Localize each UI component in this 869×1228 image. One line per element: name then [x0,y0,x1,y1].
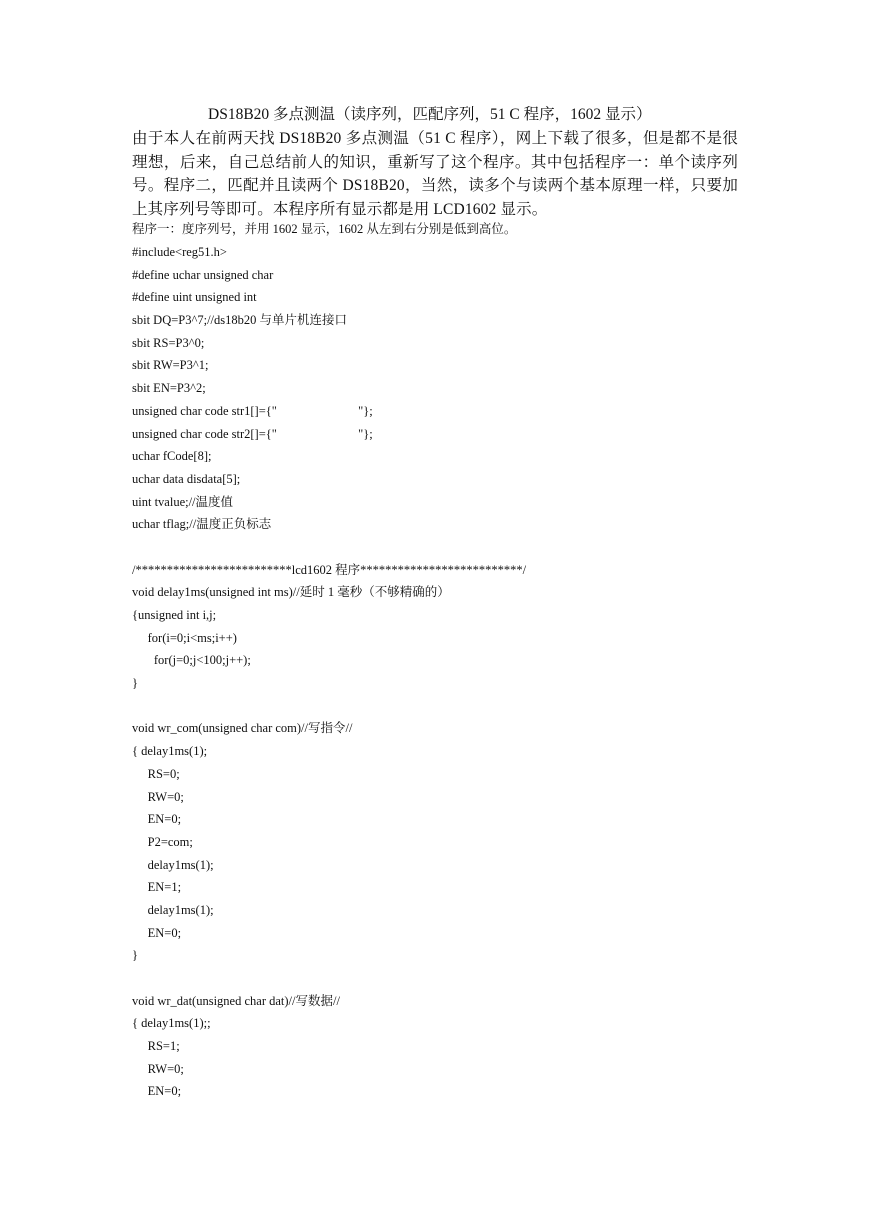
code-line: EN=0; [132,812,182,827]
code-line: sbit RS=P3^0; [132,335,205,350]
code-line: RS=1; [132,1039,180,1054]
code-line: sbit EN=P3^2; [132,381,206,396]
code-line: sbit RW=P3^1; [132,358,209,373]
code-line: uchar data disdata[5]; [132,471,241,486]
code-line [132,536,752,559]
code-line: RS=0; [132,766,180,781]
code-line [132,967,752,990]
code-line: EN=0; [132,1084,182,1099]
code-line: for(j=0;j<100;j++); [132,653,251,668]
code-line: RW=0; [132,1061,184,1076]
code-line: sbit DQ=P3^7;//ds18b20 与单片机连接口 [132,313,348,328]
code-line: } [132,676,138,691]
code-line: uchar fCode[8]; [132,449,212,464]
code-line: for(i=0;i<ms;i++) [132,630,237,645]
code-line: EN=0; [132,925,182,940]
code-line: {unsigned int i,j; [132,608,217,622]
code-line: uint tvalue;//温度值 [132,494,234,509]
code-line: } [132,948,138,963]
code-listing [132,241,752,1103]
code-line [132,695,752,718]
code-line: /*************************lcd1602 程序**************************/ [132,562,527,577]
code-line: { delay1ms(1);; [132,1016,211,1031]
code-line: #define uint unsigned int [132,290,257,305]
intro-paragraph: 由于本人在前两天找 DS18B20 多点测温（51 C 程序），网上下载了很多，但是都不是很理想，后来，自己总结前人的知识，重新写了这个程序。其中包括程序一：单个读序列号。程序二，匹配并且读两个 DS18B20，当然，读多个与读两个基本原理一样，只要加上其序列号等即可。本程序所有显示都是用 LCD1602 显示。 [132,130,738,218]
code-line: RW=0; [132,789,184,804]
code-line: unsigned char code str2[]={" "}; [132,426,373,441]
code-line: P2=com; [132,834,193,849]
code-line: void delay1ms(unsigned int ms)//延时 1 毫秒（不够精确的） [132,585,450,600]
code-line: EN=1; [132,880,182,895]
code-line: #include<reg51.h> [132,245,227,259]
code-line: void wr_com(unsigned char com)//写指令// [132,721,353,736]
code-line: #define uchar unsigned char [132,267,274,282]
code-line: void wr_dat(unsigned char dat)//写数据// [132,993,340,1008]
code-line: delay1ms(1); [132,902,214,917]
code-line: { delay1ms(1); [132,744,208,759]
program-note: 程序一：度序列号，并用 1602 显示，1602 从左到右分别是低到高位。 [132,222,517,236]
code-line: uchar tflag;//温度正负标志 [132,517,272,532]
document-title: DS18B20 多点测温（读序列，匹配序列，51 C 程序，1602 显示） [208,106,652,123]
code-line: unsigned char code str1[]={" "}; [132,403,373,418]
code-line: delay1ms(1); [132,857,214,872]
